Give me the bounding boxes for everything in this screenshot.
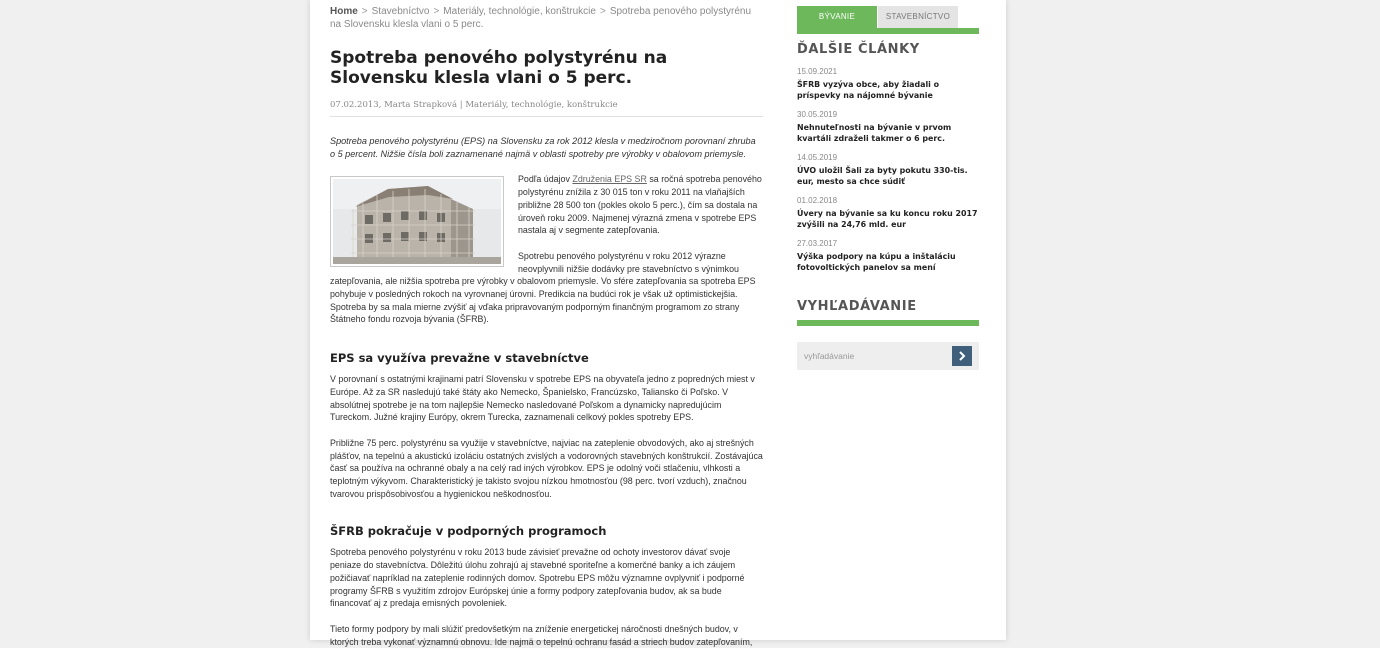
breadcrumb: [330, 6, 763, 31]
article-paragraph-2: Spotrebu penového polystyrénu v roku 2012 výrazne neovplyvnili nižšie dodávky pre stavebníctvo s výnimkou zatepľovania, ale nižšia spotreba pre výrobky v obalovom priemysle. Vo sfére zatepľovania sa spotreba EPS pohybuje v posledných rokoch na vyrovnanej úrovni. Predikcia na budúci rok je však už optimistickejšia. Spotreba by sa mala mierne zvýšiť aj vďaka pripravovaným podporným finančným programom zo strany Štátneho fondu rozvoja bývania (ŠFRB).: [330, 250, 756, 325]
tab-byvanie[interactable]: BÝVANIE: [797, 6, 877, 28]
news-title-link[interactable]: ŠFRB vyzýva obce, aby žiadali o príspevky na nájomné bývanie: [797, 80, 940, 100]
building-scaffolding-photo: [333, 179, 501, 264]
news-title-link[interactable]: Nehnuteľnosti na bývanie v prvom kvartáli zdraželi takmer o 6 perc.: [797, 123, 952, 143]
article-author[interactable]: Marta Strapková: [384, 100, 458, 110]
article-paragraph-4: Približne 75 perc. polystyrénu sa využije v stavebníctve, najviac na zateplenie obvodových, ako aj strešných plášťov, na tepelnú a akustickú izoláciu ostatných zvislých a vodorovných stavebných konštrukcií. Zostávajúca časť sa používa na ochranné obaly a na celý rad iných výrobkov. EPS je odolný voči stlačeniu, vlhkosti a teplotným výkyvom. Charakteristický je takisto svojou nízkou hmotnosťou (98 perc. tvorí vzduch), značnou tvarovou prispôsobivosťou a hygienickou neškodnosťou.: [330, 437, 763, 499]
section-heading-sfrb: ŠFRB pokračuje v podporných programoch: [330, 524, 607, 539]
article-column: [330, 0, 763, 648]
news-date: 30.05.2019: [797, 110, 838, 119]
sidebar: [797, 0, 979, 370]
article-body: [330, 173, 763, 648]
news-item[interactable]: [797, 109, 979, 144]
article-photo: [330, 176, 504, 267]
news-date: 15.09.2021: [797, 67, 838, 76]
article-paragraph-3: V porovnaní s ostatnými krajinami patrí Slovensku v spotrebe EPS na obyvateľa jedno z popredných miest v Európe. Až za SR nasledujú také štáty ako Nemecko, Španielsko, Francúzsko, Taliansko či Poľsko. V absolútnej spotrebe je na tom najlepšie Nemecko nasledované Poľskom a dynamicky napredujúcim Tureckom. Južné krajiny Európy, okrem Turecka, zaznamenali celkový pokles spotreby EPS.: [330, 374, 755, 423]
news-item[interactable]: [797, 195, 979, 230]
article-lead: Spotreba penového polystyrénu (EPS) na Slovensku za rok 2012 klesla v medziročnom porovnaní zhruba o 5 percent. Nižšie čísla boli zaznamenané najmä v oblasti spotreby pre výrobky v obalovom priemysle.: [330, 136, 756, 160]
breadcrumb-separator: >: [433, 6, 440, 17]
search-button[interactable]: [952, 346, 972, 366]
breadcrumb-separator: >: [361, 6, 368, 17]
news-list: [797, 66, 979, 273]
article-category[interactable]: Materiály, technológie, konštrukcie: [465, 100, 618, 110]
breadcrumb-current: Spotreba penového polystyrénu na Slovensku klesla vlani o 5 perc.: [330, 6, 752, 30]
breadcrumb-item-stavebnictvo[interactable]: Stavebníctvo: [371, 6, 430, 17]
news-date: 14.05.2019: [797, 153, 838, 162]
breadcrumb-separator: >: [599, 6, 606, 17]
article-paragraph-5: Spotreba penového polystyrénu v roku 2013 bude závisieť prevažne od ochoty investorov dávať svoje peniaze do stavebníctva. Dôležitú úlohu zohrajú aj stavebné sporiteľne a komerčné banky a ich záujem požičiavať napríklad na zateplenie rodinných domov. Spotrebu EPS môžu významne ovplyvniť i podporné programy ŠFRB s využitím zdrojov Európskej únie a formy podpory zatepľovania budov, ak sa bude financovať aj z predaja emisných povoleniek.: [330, 547, 745, 609]
news-item[interactable]: [797, 238, 979, 273]
news-item[interactable]: [797, 66, 979, 101]
article-meta: [330, 100, 763, 117]
article-paragraph-6: Tieto formy podpory by mali slúžiť predovšetkým na zníženie energetickej náročnosti dnešných budov, v ktorých treba vykonať významnú obnovu. Ide najmä o tepelnú ochranu fasád a striech budov zatepľovaním,: [330, 623, 753, 647]
news-heading: ĎALŠIE ČLÁNKY: [797, 42, 920, 57]
news-date: 27.03.2017: [797, 239, 838, 248]
news-item[interactable]: [797, 152, 979, 187]
sidebar-tabs: [797, 6, 979, 28]
breadcrumb-item-materialy[interactable]: Materiály, technológie, konštrukcie: [443, 6, 596, 17]
search-heading: VYHĽADÁVANIE: [797, 299, 917, 314]
news-date: 01.02.2018: [797, 196, 838, 205]
meta-separator: |: [459, 100, 463, 110]
news-title-link[interactable]: ÚVO uložil Šali za byty pokutu 330-tis. eur, mesto sa chce súdiť: [797, 166, 968, 186]
article-title: Spotreba penového polystyrénu na Slovensku klesla vlani o 5 perc.: [330, 48, 668, 88]
breadcrumb-home[interactable]: Home: [330, 6, 358, 17]
article-date: 07.02.2013,: [330, 100, 382, 110]
tab-underline-bar: [797, 28, 979, 34]
chevron-right-icon: [952, 346, 972, 366]
paragraph-text: sa ročná spotreba penového polystyrénu znížila z 30 015 ton v roku 2011 na vlaňajších približne 28 500 ton (pokles okolo 5 perc.), čím sa dostala na úroveň roku 2009. Najmenej výrazná zmena v spotrebe EPS nastala aj v segmente zatepľovania.: [518, 174, 762, 236]
section-heading-eps: EPS sa využíva prevažne v stavebníctve: [330, 351, 589, 366]
zdruzenie-eps-link[interactable]: Združenia EPS SR: [572, 174, 647, 185]
search-box: [797, 342, 979, 370]
tab-stavebnictvo[interactable]: STAVEBNÍCTVO: [878, 6, 958, 28]
page-container: [310, 0, 1006, 647]
news-title-link[interactable]: Úvery na bývanie sa ku koncu roku 2017 zvýšili na 24,76 mld. eur: [797, 209, 978, 229]
search-input[interactable]: [797, 342, 947, 370]
search-heading-bar: [797, 320, 979, 326]
paragraph-text: Podľa údajov: [518, 174, 573, 185]
news-title-link[interactable]: Výška podpory na kúpu a inštaláciu fotovoltických panelov sa mení: [797, 252, 956, 272]
